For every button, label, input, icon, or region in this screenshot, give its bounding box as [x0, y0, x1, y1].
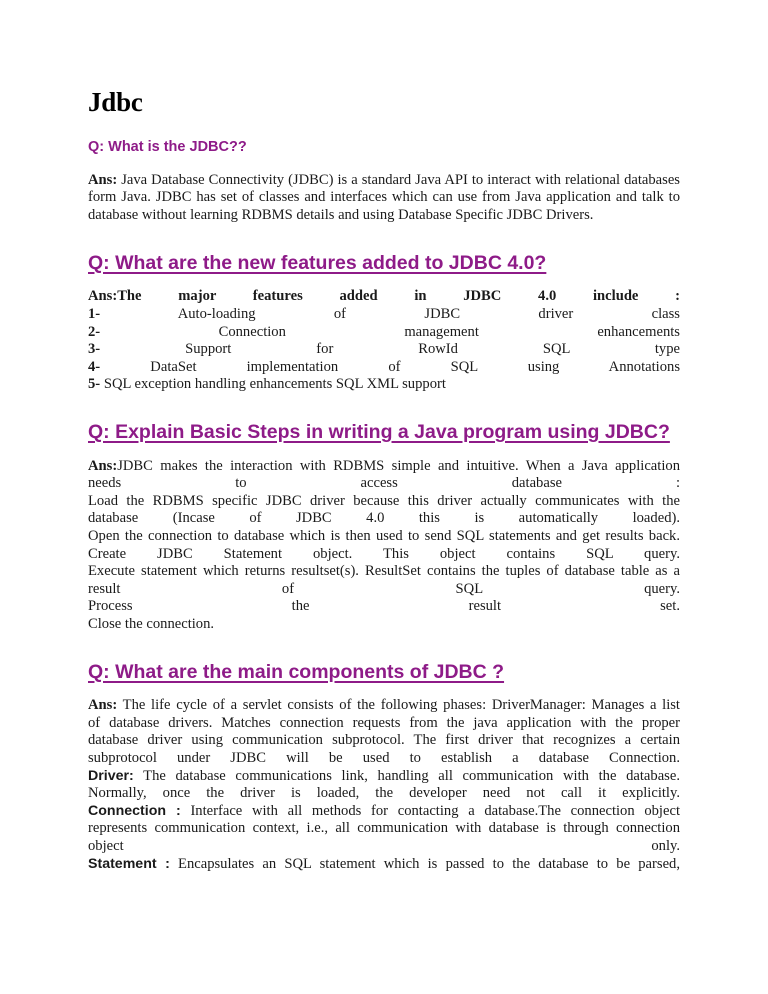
- answer-line: [88, 856, 680, 874]
- line-text: Load the RDBMS specific JDBC driver because this driver actually communicates with the: [88, 492, 680, 509]
- line-text: Close the connection.: [88, 615, 215, 632]
- answer-line: [88, 598, 680, 616]
- answer-line: [88, 750, 680, 768]
- answer-line: [88, 820, 680, 838]
- line-text: The life cycle of a servlet consists of the following phases: DriverManager: Manages a list: [122, 697, 680, 714]
- line-text: major features added in JDBC 4.0 include :: [178, 288, 680, 305]
- answer-line: [88, 510, 680, 528]
- line-text: SQL exception handling enhancements SQL XML support: [103, 376, 446, 393]
- line-text: Connection management enhancements: [218, 323, 680, 340]
- component-label: Statement :: [88, 855, 170, 872]
- line-text: subprotocol under JDBC will be used to establish a database Connection.: [88, 750, 680, 767]
- line-text: result of SQL query.: [88, 580, 680, 597]
- line-lead-label: 3-: [88, 341, 101, 358]
- line-lead-label: 5-: [88, 376, 101, 393]
- line-text: of database drivers. Matches connection requests from the java application with the proper: [88, 714, 680, 731]
- answer-line: [88, 803, 680, 821]
- answer-line: [88, 768, 680, 786]
- line-lead-label: Ans:: [88, 697, 118, 714]
- answer-line: [88, 581, 680, 599]
- line-text: needs to access database :: [88, 475, 680, 492]
- line-lead-label: Ans:The: [88, 288, 142, 305]
- page-title: Jdbc: [88, 87, 143, 117]
- line-text: Encapsulates an SQL statement which is passed to the database to be parsed,: [178, 855, 680, 872]
- answer-block-main-components: [88, 697, 680, 873]
- section-spacer: [88, 634, 680, 660]
- component-label: Driver:: [88, 767, 134, 784]
- answer-lead-label: Ans:: [88, 171, 118, 188]
- question-heading-jdbc-4-features: Q: What are the new features added to JDBC 4.0?: [88, 251, 547, 274]
- answer-line: [88, 288, 680, 306]
- answer-line: [88, 616, 680, 634]
- document-body: [88, 138, 680, 874]
- answer-line: [88, 376, 680, 394]
- line-lead-label: 4-: [88, 358, 101, 375]
- answer-line: [88, 732, 680, 750]
- answer-line: [88, 458, 680, 476]
- line-text: DataSet implementation of SQL using Annotations: [150, 358, 680, 375]
- line-text: Support for RowId SQL type: [185, 341, 680, 358]
- answer-line: [88, 715, 680, 733]
- line-text: database driver using communication subprotocol. The first driver that recognizes a certain: [88, 732, 680, 749]
- answer-line: [88, 475, 680, 493]
- question-heading-main-components: Q: What are the main components of JDBC ?: [88, 660, 505, 683]
- answer-line: [88, 563, 680, 581]
- answer-line: [88, 528, 680, 546]
- line-text: represents communication context, i.e., all communication with database is through connection: [88, 820, 680, 837]
- component-label: Connection :: [88, 802, 181, 819]
- answer-line: [88, 359, 680, 377]
- line-text: object only.: [88, 838, 680, 855]
- line-text: database (Incase of JDBC 4.0 this is automatically loaded).: [88, 510, 680, 527]
- answer-block-jdbc-4-features: [88, 288, 680, 394]
- question-heading-what-is-jdbc: Q: What is the JDBC??: [88, 138, 247, 155]
- line-text: Interface with all methods for contacting a database.The connection object: [190, 802, 680, 819]
- line-lead-label: Ans:: [88, 457, 118, 474]
- answer-block-what-is-jdbc: [88, 172, 680, 225]
- answer-line: [88, 324, 680, 342]
- line-text: Process the result set.: [88, 598, 680, 615]
- answer-text: Java Database Connectivity (JDBC) is a standard Java API to interact with relational databases form Java. JDBC has set of classes and interfaces which can use from Java application and talk to database without learning RDBMS details and using Database Specific JDBC Drivers.: [88, 171, 680, 223]
- answer-line: [88, 838, 680, 856]
- line-text: The database communications link, handling all communication with the database.: [143, 767, 680, 784]
- line-text: Execute statement which returns resultset(s). ResultSet contains the tuples of database table as a: [88, 563, 680, 580]
- answer-line: [88, 697, 680, 715]
- section-spacer: [88, 394, 680, 420]
- answer-line: [88, 785, 680, 803]
- line-text: Normally, once the driver is loaded, the developer need not call it explicitly.: [88, 785, 680, 802]
- line-lead-label: 1-: [88, 305, 101, 322]
- section-spacer: [88, 225, 680, 251]
- question-heading-basic-steps: Q: Explain Basic Steps in writing a Java program using JDBC?: [88, 420, 670, 443]
- answer-line: [88, 493, 680, 511]
- answer-line: [88, 306, 680, 324]
- answer-block-basic-steps: [88, 458, 680, 634]
- line-text: Auto-loading of JDBC driver class: [177, 305, 680, 322]
- line-text: Create JDBC Statement object. This object contains SQL query.: [88, 545, 680, 562]
- line-lead-label: 2-: [88, 323, 101, 340]
- line-text: JDBC makes the interaction with RDBMS simple and intuitive. When a Java application: [117, 457, 680, 474]
- answer-line: [88, 341, 680, 359]
- line-text: Open the connection to database which is then used to send SQL statements and get results back.: [88, 528, 680, 544]
- answer-line: [88, 546, 680, 564]
